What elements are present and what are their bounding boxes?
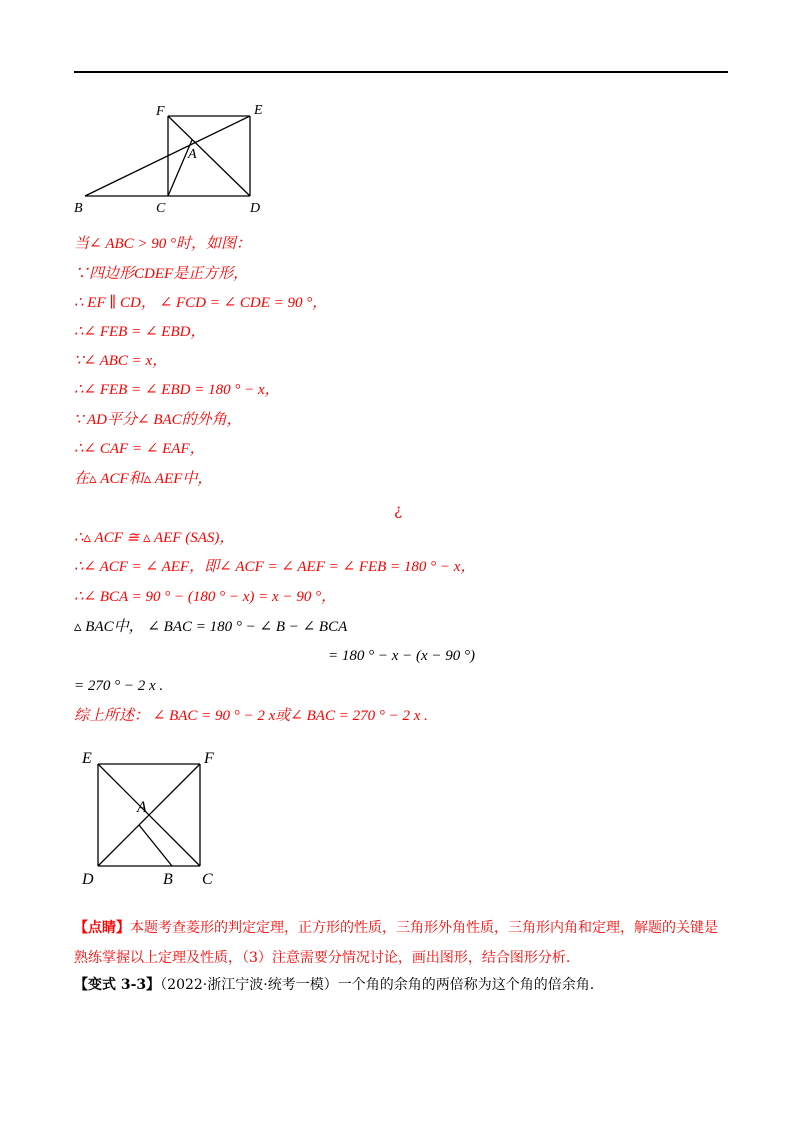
- solution-line-11: ∴∠ ACF = ∠ AEF，即∠ ACF = ∠ AEF = ∠ FEB = 180 ° − x，: [74, 559, 476, 575]
- solution-line-8: ∴∠ CAF = ∠ EAF，: [74, 441, 205, 457]
- fig2-label-e: E: [82, 750, 92, 767]
- solution-line-13: ▵ BAC中， ∠ BAC = 180 ° − ∠ B − ∠ BCA: [74, 619, 348, 635]
- solution-line-16: 综上所述： ∠ BAC = 90 ° − 2 x或∠ BAC = 270 ° − 2 x .: [74, 708, 428, 724]
- fig1-label-d: D: [250, 201, 261, 216]
- fig2-label-a: A: [137, 799, 147, 816]
- variant-source: （2022·浙江宁波·统考一模）: [160, 977, 338, 993]
- fig1-label-f: F: [156, 104, 165, 119]
- solution-line-4: ∴∠ FEB = ∠ EBD，: [74, 324, 206, 340]
- fig1-line-fd: [168, 116, 250, 196]
- fig1-label-b: B: [74, 201, 83, 216]
- comment-line-1: 本题考查菱形的判定定理，正方形的性质，三角形外角性质，三角形内角和定理，解题的关键是: [130, 920, 718, 936]
- fig1-label-e: E: [254, 103, 263, 118]
- variant-paragraph: [74, 970, 734, 1000]
- solution-line-1: 当∠ ABC > 90 °时，如图：: [74, 236, 252, 252]
- comment-line-2: 熟练掌握以上定理及性质，（3）注意需要分情况讨论，画出图形，结合图形分析.: [74, 950, 571, 966]
- fig2-line-ba: [139, 825, 172, 866]
- fig1-label-c: C: [156, 201, 166, 216]
- comment-paragraph: [74, 913, 734, 973]
- comment-tag: 【点睛】: [74, 920, 130, 936]
- fig2-label-c: C: [202, 871, 213, 888]
- solution-line-5: ∵∠ ABC = x，: [74, 353, 168, 369]
- solution-line-10: ∴▵ ACF ≅ ▵ AEF (SAS)，: [74, 530, 235, 546]
- solution-line-15: = 270 ° − 2 x .: [74, 678, 164, 694]
- solution-line-14: = 180 ° − x − (x − 90 °): [328, 648, 476, 664]
- fig1-label-a: A: [188, 147, 197, 162]
- solution-line-6: ∴∠ FEB = ∠ EBD = 180 ° − x，: [74, 382, 280, 398]
- fig2-label-d: D: [82, 871, 94, 888]
- solution-line-3: ∴ EF ∥ CD， ∠ FCD = ∠ CDE = 90 °，: [74, 295, 328, 311]
- figure-square-defc: [76, 745, 226, 890]
- fig2-label-f: F: [204, 750, 214, 767]
- variant-tag: 【变式 3-3】: [74, 977, 161, 993]
- solution-line-12: ∴∠ BCA = 90 ° − (180 ° − x) = x − 90 °，: [74, 589, 337, 605]
- figure-square-cdef: [70, 98, 280, 218]
- solution-line-2: ∵四边形CDEF是正方形，: [74, 266, 249, 282]
- solution-line-7: ∵ AD平分∠ BAC的外角，: [74, 412, 242, 428]
- solution-line-9: 在▵ ACF和▵ AEF中，: [74, 471, 213, 487]
- header-rule: [74, 71, 728, 73]
- fig2-label-b: B: [163, 871, 173, 888]
- placeholder-glyph: ¿: [394, 501, 403, 519]
- variant-text: 一个角的余角的两倍称为这个角的倍余角.: [337, 977, 595, 993]
